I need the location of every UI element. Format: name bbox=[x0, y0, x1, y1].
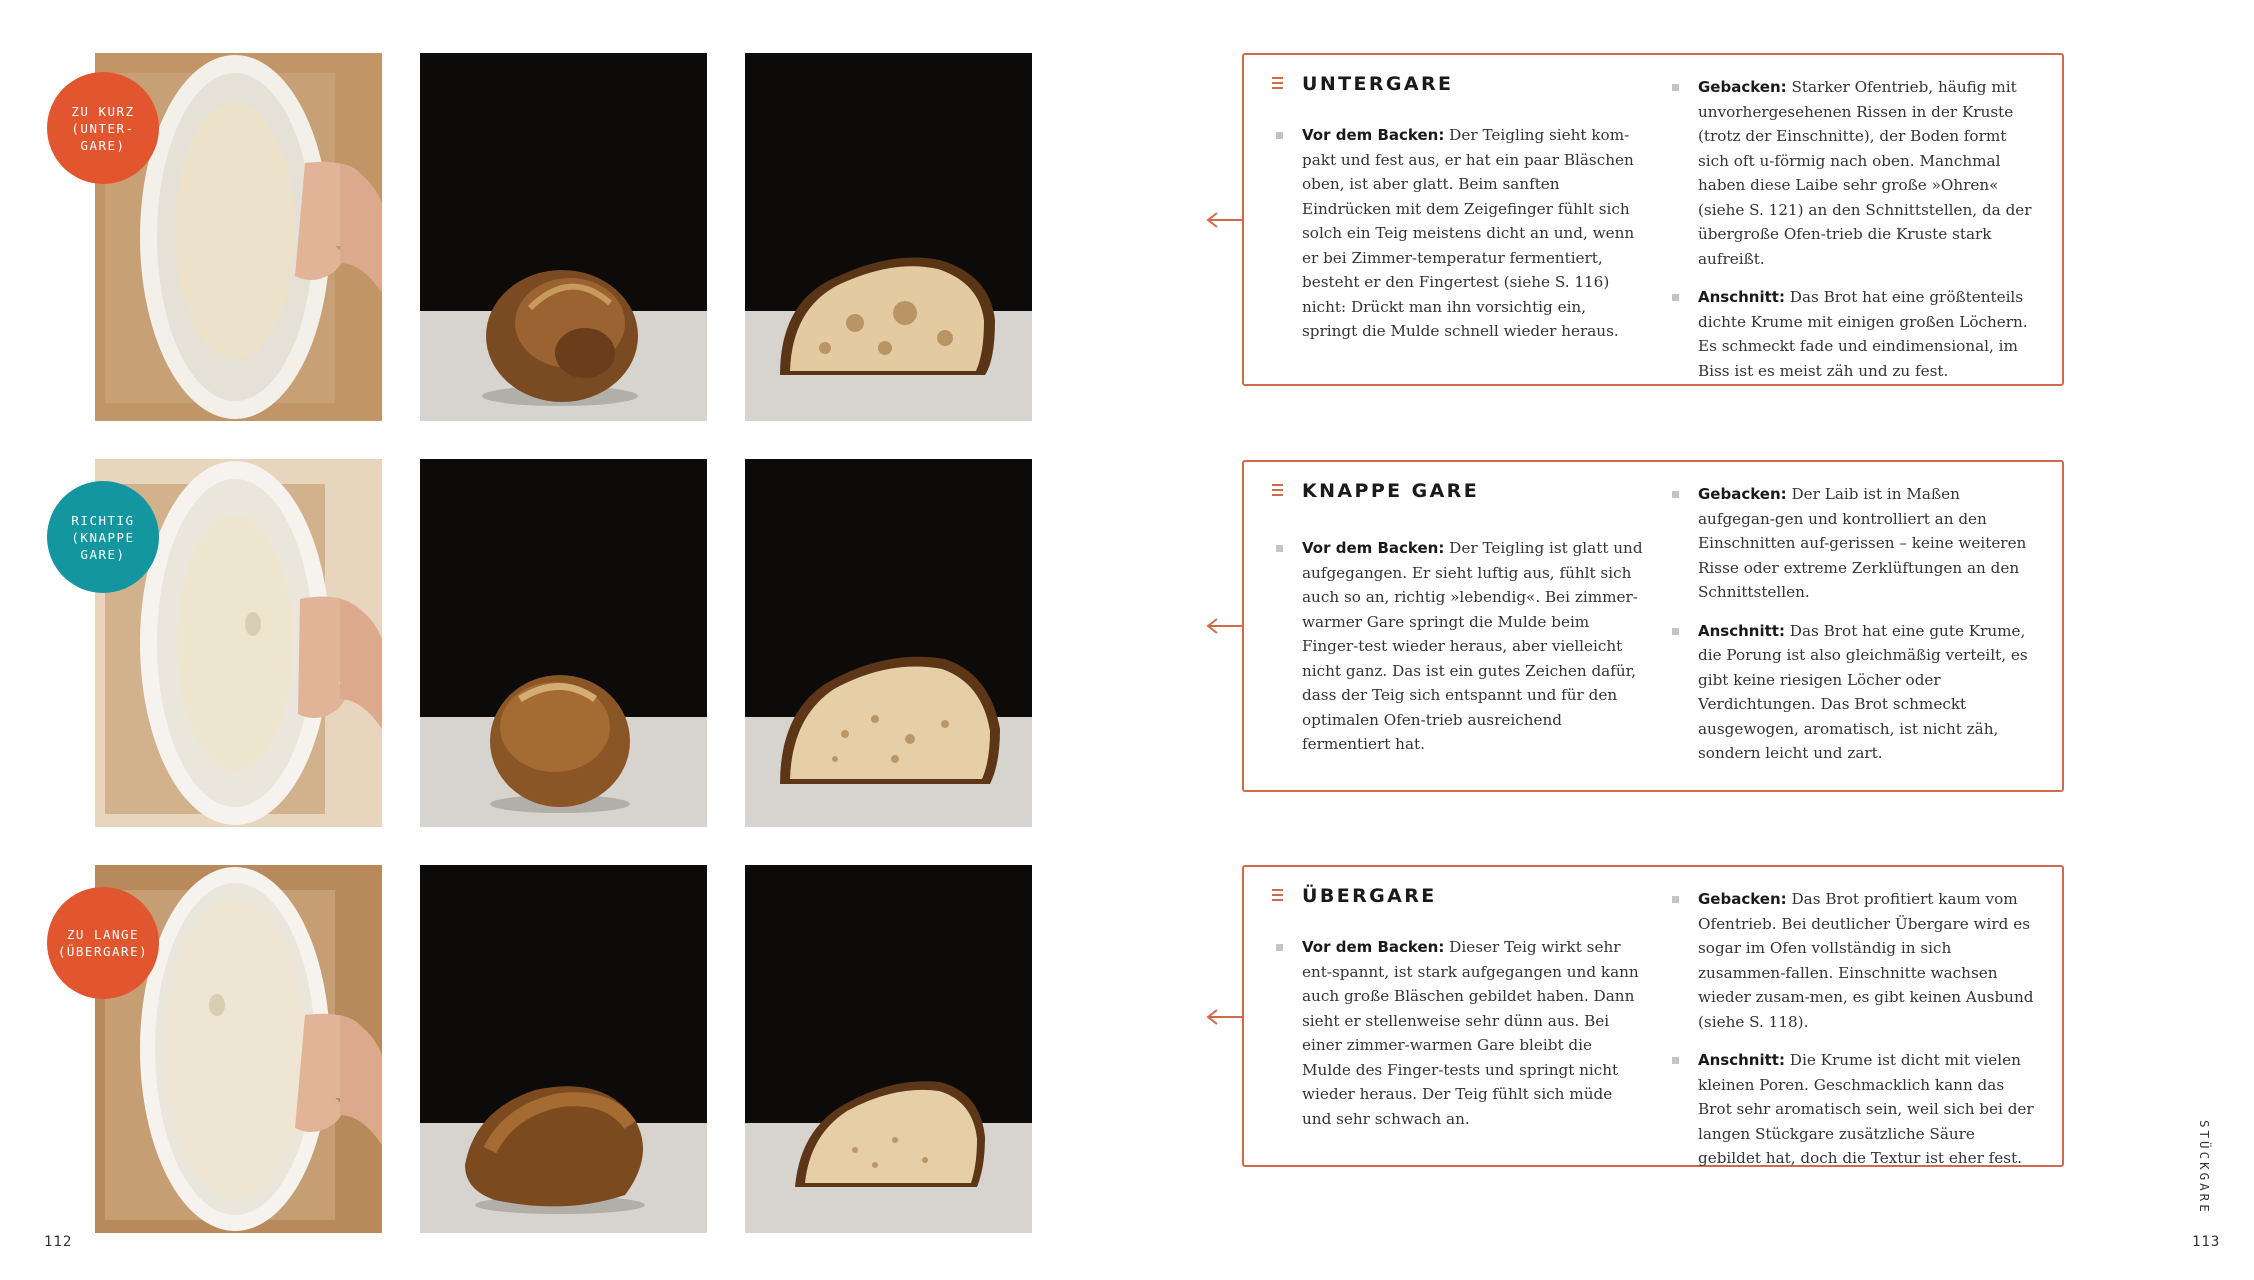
badge-proofed: RICHTIG (KNAPPE GARE) bbox=[47, 481, 159, 593]
bullet-square-icon bbox=[1672, 294, 1679, 301]
item-text: Das Brot profitiert kaum vom Ofentrieb. Bei deutlicher Übergare wird es sogar im Ofen vollständig in sich zusammen-fallen. Einschnitte wachsen wieder zusam-men, es gibt keinen Ausbund (siehe S. 118). bbox=[1698, 890, 2034, 1031]
page-number-right: 113 bbox=[2192, 1234, 2221, 1250]
running-head bbox=[2196, 1120, 2216, 1220]
bullet-square-icon bbox=[1672, 896, 1679, 903]
photo-crumb-proofed bbox=[745, 459, 1032, 827]
list-icon bbox=[1272, 889, 1283, 905]
bullet-square-icon bbox=[1672, 1057, 1679, 1064]
item-label: Anschnitt: bbox=[1698, 288, 1785, 306]
photo-loaf-underproofed bbox=[420, 53, 707, 421]
list-item bbox=[1302, 123, 1644, 344]
info-box-knappe-gare bbox=[1242, 460, 2064, 792]
item-label: Vor dem Backen: bbox=[1302, 938, 1445, 956]
bullet-square-icon bbox=[1276, 132, 1283, 139]
item-label: Vor dem Backen: bbox=[1302, 539, 1445, 557]
item-label: Anschnitt: bbox=[1698, 621, 1785, 640]
box-title: ÜBERGARE bbox=[1302, 885, 1437, 907]
list-item bbox=[1698, 887, 2040, 1034]
list-item bbox=[1698, 285, 2040, 383]
list-icon bbox=[1272, 77, 1283, 93]
photo-crumb-underproofed bbox=[745, 53, 1032, 421]
item-text: Der Laib ist in Maßen aufgegan-gen und kontrolliert an den Einschnitten auf-gerissen – keine weiteren Risse oder extreme Zerklüftungen an den Schnittstellen. bbox=[1698, 485, 2027, 601]
item-text: Das Brot hat eine gute Krume, die Porung ist also gleichmäßig verteilt, es gibt keine riesigen Löcher oder Verdichtungen. Das Brot schmeckt ausgewogen, aromatisch, ist nicht zäh, sondern leicht und zart. bbox=[1698, 621, 2028, 762]
box-title: KNAPPE GARE bbox=[1302, 480, 1480, 502]
bullet-square-icon bbox=[1672, 628, 1679, 635]
photo-crumb-overproofed bbox=[745, 865, 1032, 1233]
list-item bbox=[1698, 75, 2040, 271]
badge-underproofed: ZU KURZ (UNTER- GARE) bbox=[47, 72, 159, 184]
item-text: Die Krume ist dicht mit vielen kleinen Poren. Geschmacklich kann das Brot sehr aromatisch sein, weil sich bei der langen Stückgare zusätzliche Säure gebildet hat, doch die Textur ist eher fest. bbox=[1698, 1051, 2034, 1167]
item-label: Anschnitt: bbox=[1698, 1051, 1785, 1069]
list-icon bbox=[1272, 484, 1283, 500]
running-head-text: STÜCKGARE bbox=[2197, 1120, 2212, 1215]
bullet-square-icon bbox=[1276, 545, 1283, 552]
item-label: Gebacken: bbox=[1698, 78, 1787, 96]
list-item bbox=[1698, 1048, 2040, 1171]
photo-loaf-proofed bbox=[420, 459, 707, 827]
box-title: UNTERGARE bbox=[1302, 73, 1454, 95]
page-number-left: 112 bbox=[44, 1234, 73, 1250]
list-item bbox=[1302, 935, 1644, 1131]
item-text: Starker Ofentrieb, häufig mit unvorhergesehenen Rissen in der Kruste (trotz der Einschnitte), der Boden formt sich oft u-förmig nach oben. Manchmal haben diese Laibe sehr große »Ohren« (siehe S. 121) an den Schnittstellen, da der übergroße Ofen-trieb die Kruste stark aufreißt. bbox=[1698, 78, 2032, 268]
bullet-square-icon bbox=[1672, 84, 1679, 91]
item-label: Vor dem Backen: bbox=[1302, 126, 1445, 144]
info-box-uebergare bbox=[1242, 865, 2064, 1167]
photo-loaf-overproofed bbox=[420, 865, 707, 1233]
bullet-square-icon bbox=[1672, 491, 1679, 498]
info-box-untergare bbox=[1242, 53, 2064, 386]
item-text: Dieser Teig wirkt sehr ent-spannt, ist stark aufgegangen und kann auch große Bläschen gebildet haben. Dann sieht er stellenweise sehr dünn aus. Bei einer zimmer-warmen Gare bleibt die Mulde des Finger-tests und springt nicht wieder heraus. Der Teig fühlt sich müde und sehr schwach an. bbox=[1302, 938, 1639, 1128]
item-text: Der Teigling sieht kom- pakt und fest aus, er hat ein paar Bläschen oben, ist aber glatt. Beim sanften Eindrücken mit dem Zeigefinger fühlt sich solch ein Teig meistens dicht an und, wenn er bei Zimmer-temperatur fermentiert, besteht er den Fingertest (siehe S. 116) nicht: Drückt man ihn vorsichtig ein, springt die Mulde schnell wieder heraus. bbox=[1302, 126, 1635, 340]
bullet-square-icon bbox=[1276, 944, 1283, 951]
item-label: Gebacken: bbox=[1698, 485, 1787, 503]
list-item bbox=[1698, 482, 2040, 605]
item-text: Das Brot hat eine größtenteils dichte Krume mit einigen großen Löchern. Es schmeckt fade und eindimensional, im Biss ist es meist zäh und zu fest. bbox=[1698, 288, 2028, 380]
item-label: Gebacken: bbox=[1698, 890, 1787, 908]
list-item bbox=[1698, 619, 2040, 766]
badge-overproofed: ZU LANGE (ÜBERGARE) bbox=[47, 887, 159, 999]
list-item bbox=[1302, 536, 1644, 757]
item-text: Der Teigling ist glatt und aufgegangen. Er sieht luftig aus, fühlt sich auch so an, richtig »lebendig«. Bei zimmer-warmer Gare springt die Mulde beim Finger-test wieder heraus, aber vielleicht nicht ganz. Das ist ein gutes Zeichen dafür, dass der Teig sich entspannt und für den optimalen Ofen-trieb ausreichend fermentiert hat. bbox=[1302, 539, 1643, 753]
